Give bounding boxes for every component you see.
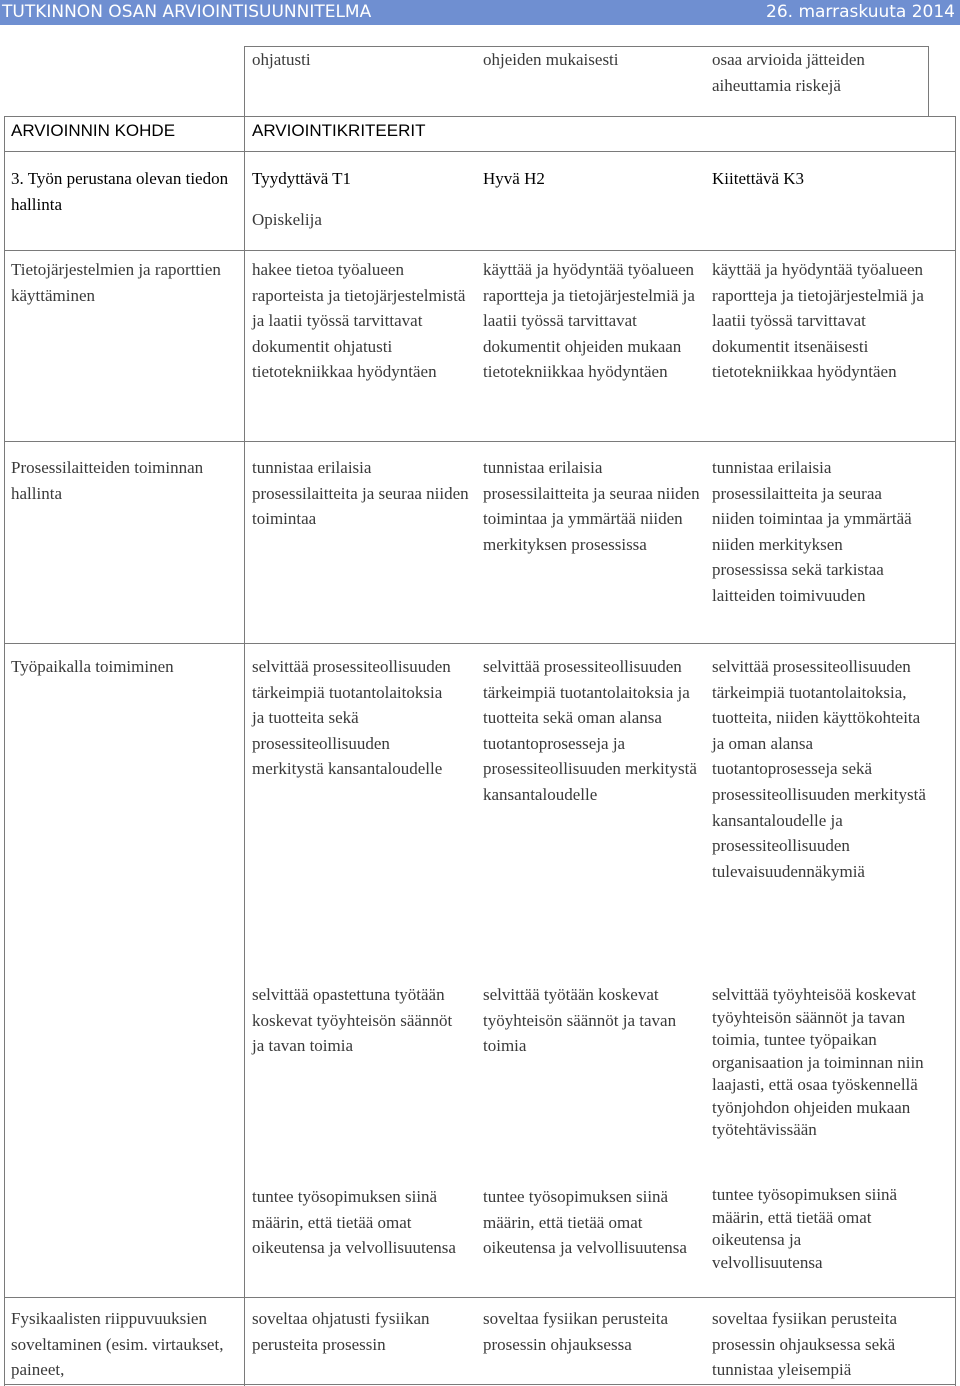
row-h2: selvittää työtään koskevat työyhteisön säännöt ja tavan toimia: [483, 985, 677, 1056]
continuation-t1: ohjatusti: [252, 50, 311, 69]
continuation-k3: osaa arvioida jätteiden aiheuttamia riskejä: [712, 50, 865, 95]
grade-k3-heading: Kiitettävä K3: [712, 169, 805, 188]
section-title: 3. Työn perustana olevan tiedon hallinta: [11, 169, 229, 214]
row-t1: soveltaa ohjatusti fysiikan perusteita prosessin: [252, 1309, 430, 1354]
row-h2: käyttää ja hyödyntää työalueen raportteja ja tietojärjestelmiä ja laatii työssä tarvittavat dokumentit ohjeiden mukaan tietotekniikkaa hyödyntäen: [483, 260, 695, 382]
continuation-h2: ohjeiden mukaisesti: [483, 50, 619, 69]
row-t1: selvittää opastettuna työtään koskevat työyhteisön säännöt ja tavan toimia: [252, 985, 453, 1056]
row-divider: [4, 1297, 956, 1298]
row-k3: selvittää prosessiteollisuuden tärkeimpiä tuotantolaitoksia, tuotteita, niiden käyttökohteita ja oman alansa tuotantoprosesseja sekä prosessiteollisuuden merkitystä kansantaloudelle ja prosessiteollisuuden tulevaisuudennäkymiä: [712, 657, 926, 881]
row-divider: [4, 441, 956, 442]
row-h2: tuntee työsopimuksen siinä määrin, että tietää omat oikeutensa ja velvollisuutensa: [483, 1187, 687, 1258]
row-h2: selvittää prosessiteollisuuden tärkeimpiä tuotantolaitoksia ja tuotteita sekä oman alansa tuotantoprosesseja ja prosessiteollisuuden merkitystä kansantaloudelle: [483, 657, 697, 804]
row-divider: [4, 643, 956, 644]
row-k3: tunnistaa erilaisia prosessilaitteita ja seuraa niiden toimintaa ja ymmärtää niiden merkityksen prosessissa sekä tarkistaa laitteiden toimivuuden: [712, 458, 912, 605]
section-row-divider: [4, 250, 956, 251]
row-k3: selvittää työyhteisöä koskevat työyhteisön säännöt ja tavan toimia, tuntee työpaikan organisaation ja toiminnan niin laajasti, että osaa työskennellä työnjohdon ohjeiden mukaan työtehtävissään: [712, 985, 924, 1139]
continuation-border-right: [928, 46, 929, 116]
row-target: Työpaikalla toimiminen: [11, 657, 174, 676]
document-date: 26. marraskuuta 2014: [766, 2, 955, 22]
page-header: [0, 0, 960, 25]
row-t1: tuntee työsopimuksen siinä määrin, että tietää omat oikeutensa ja velvollisuutensa: [252, 1187, 456, 1258]
row-target: Fysikaalisten riippuvuuksien soveltaminen (esim. virtaukset, paineet,: [11, 1309, 224, 1380]
column-divider-target: [244, 46, 245, 1386]
grade-t1-heading: Tyydyttävä T1: [252, 169, 352, 188]
table-border-bottom: [4, 1384, 956, 1385]
row-t1: tunnistaa erilaisia prosessilaitteita ja seuraa niiden toimintaa: [252, 458, 469, 529]
row-k3: soveltaa fysiikan perusteita prosessin ohjauksessa sekä tunnistaa yleisempiä: [712, 1309, 898, 1380]
row-h2: tunnistaa erilaisia prosessilaitteita ja seuraa niiden toimintaa ja ymmärtää niiden merkityksen prosessissa: [483, 458, 700, 554]
row-k3: tuntee työsopimuksen siinä määrin, että tietää omat oikeutensa ja velvollisuutensa: [712, 1185, 898, 1272]
header-row-divider: [4, 151, 956, 152]
row-target: Tietojärjestelmien ja raporttien käyttäminen: [11, 260, 221, 305]
criteria-column-heading: ARVIOINTIKRITEERIT: [252, 121, 426, 140]
table-border-left: [4, 116, 5, 1386]
target-column-heading: ARVIOINNIN KOHDE: [11, 121, 176, 140]
grade-h2-heading: Hyvä H2: [483, 169, 545, 188]
table-border-right: [955, 116, 956, 1386]
table-border-top: [4, 116, 956, 117]
row-t1: selvittää prosessiteollisuuden tärkeimpiä tuotantolaitoksia ja tuotteita sekä prosessiteollisuuden merkitystä kansantaloudelle: [252, 657, 451, 779]
row-k3: käyttää ja hyödyntää työalueen raportteja ja tietojärjestelmiä ja laatii työssä tarvittavat dokumentit itsenäisesti tietotekniikkaa hyödyntäen: [712, 260, 924, 382]
subject-label: Opiskelija: [252, 210, 322, 229]
row-t1: hakee tietoa työalueen raporteista ja tietojärjestelmistä ja laatii työssä tarvittavat dokumentit ohjatusti tietotekniikkaa hyödyntäen: [252, 260, 466, 382]
row-h2: soveltaa fysiikan perusteita prosessin ohjauksessa: [483, 1309, 669, 1354]
row-target: Prosessilaitteiden toiminnan hallinta: [11, 458, 204, 503]
document-title: TUTKINNON OSAN ARVIOINTISUUNNITELMA: [2, 2, 372, 22]
